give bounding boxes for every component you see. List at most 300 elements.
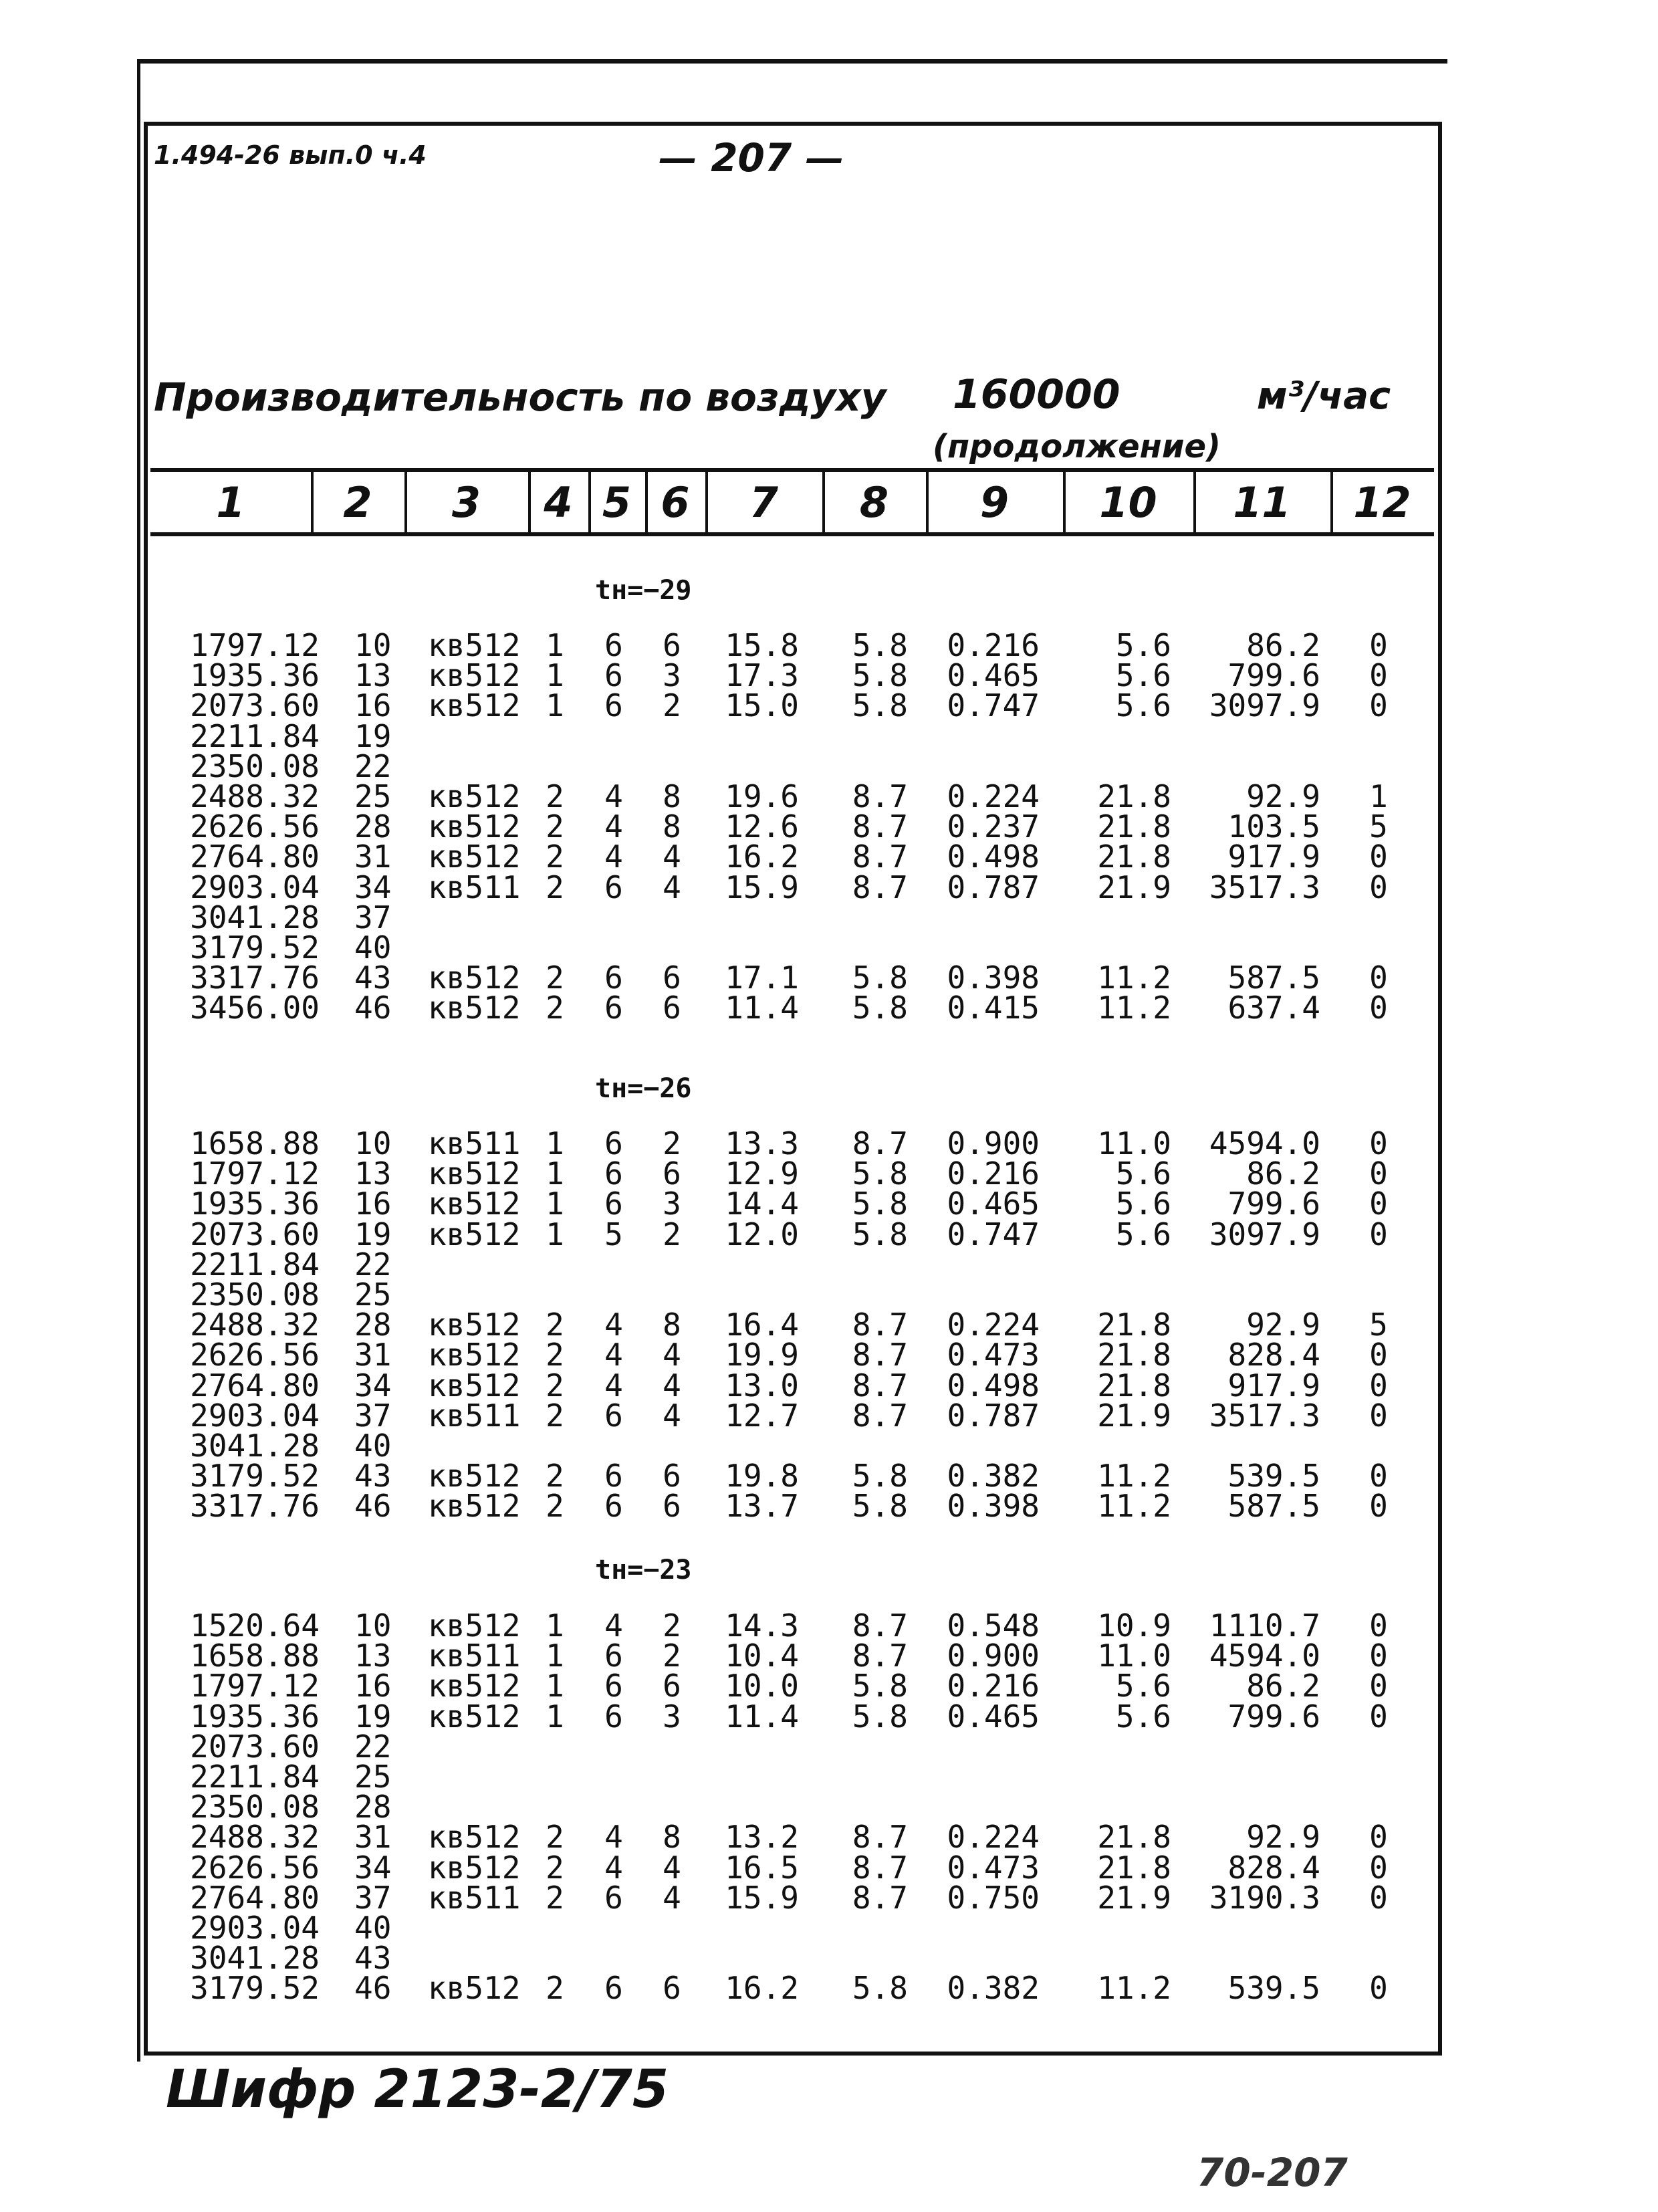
table-cell: 828.4 [1227,1337,1320,1373]
table-cell: 5.8 [852,960,908,996]
table-cell: 5.8 [852,627,908,663]
table-cell: кв511 [428,1638,521,1674]
table-cell: 10 [354,1608,392,1644]
table-cell: 15.9 [725,869,799,905]
table-cell: 0.224 [947,1819,1040,1856]
table-cell: 25 [354,1277,392,1313]
table-cell: 1935.36 [190,657,320,694]
table-cell: 16.5 [725,1849,799,1886]
header-divider [588,472,591,534]
table-cell: 1658.88 [190,1125,320,1162]
table-cell: 2350.08 [190,748,320,784]
table-cell: 6 [604,990,623,1026]
table-cell: кв512 [428,960,521,996]
table-cell: 5 [1369,808,1388,845]
table-cell: 1797.12 [190,1155,320,1192]
table-cell: 4 [604,1367,623,1404]
table-cell: кв512 [428,778,521,814]
table-cell: 21.8 [1097,1849,1171,1886]
table-cell: 799.6 [1227,657,1320,694]
group-label: tн=−23 [595,1555,692,1585]
header-divider [404,472,407,534]
archive-stamp: 70-207 [1197,2150,1348,2195]
document-reference: 1.494-26 вып.0 ч.4 [154,140,427,170]
table-cell: 2 [546,778,564,814]
table-cell: 6 [604,657,623,694]
table-cell: 92.9 [1246,1307,1320,1343]
table-cell: 6 [663,1488,681,1525]
table-cell: 0 [1369,627,1388,663]
table-cell: 31 [354,839,392,875]
table-cell: 5.6 [1115,687,1171,724]
table-cell: 0.498 [947,1367,1040,1404]
table-cell: 8.7 [852,1638,908,1674]
table-cell: кв512 [428,1458,521,1495]
table-cell: 22 [354,1728,392,1765]
table-cell: 6 [663,627,681,663]
table-cell: 2 [546,990,564,1026]
table-cell: 2 [546,839,564,875]
table-cell: 0.216 [947,1668,1040,1704]
table-cell: кв512 [428,1367,521,1404]
table-cell: 0.473 [947,1849,1040,1886]
table-cell: 4 [663,1879,681,1916]
page-number: — 207 — [659,135,844,181]
table-cell: 6 [604,1488,623,1525]
table-cell: 6 [604,1186,623,1222]
table-cell: 2 [546,1488,564,1525]
table-cell: 4 [663,1367,681,1404]
table-cell: 17.1 [725,960,799,996]
table-cell: 5.8 [852,1216,908,1252]
table-cell: 11.2 [1097,1458,1171,1495]
table-cell: 3517.3 [1209,1397,1320,1434]
table-cell: 28 [354,1789,392,1826]
table-cell: 21.8 [1097,839,1171,875]
table-cell: 5.8 [852,1668,908,1704]
table-cell: 11.2 [1097,1970,1171,2007]
table-cell: 3041.28 [190,1428,320,1464]
table-cell: 14.4 [725,1186,799,1222]
table-cell: 1110.7 [1209,1608,1320,1644]
table-cell: 8.7 [852,1879,908,1916]
table-cell: кв512 [428,1186,521,1222]
table-cell: 5.8 [852,1488,908,1525]
table-cell: 2 [546,808,564,845]
table-cell: 5.6 [1115,1186,1171,1222]
table-cell: 11.2 [1097,960,1171,996]
column-header-5: 5 [602,477,632,527]
table-cell: 0 [1369,839,1388,875]
table-cell: 3190.3 [1209,1879,1320,1916]
table-cell: 11.2 [1097,1488,1171,1525]
column-header-9: 9 [979,477,1010,527]
table-cell: 4 [663,869,681,905]
table-cell: 0.465 [947,1698,1040,1735]
table-cell: 0.398 [947,1488,1040,1525]
table-cell: 11.2 [1097,990,1171,1026]
table-cell: 587.5 [1227,1488,1320,1525]
table-cell: 2488.32 [190,1819,320,1856]
table-cell: 13 [354,1155,392,1192]
table-cell: 637.4 [1227,990,1320,1026]
table-cell: 6 [604,1458,623,1495]
table-cell: 1 [546,1186,564,1222]
table-cell: 21.8 [1097,778,1171,814]
table-cell: 0.216 [947,627,1040,663]
column-header-4: 4 [544,477,573,527]
table-cell: 539.5 [1227,1458,1320,1495]
header-divider [1330,472,1333,534]
table-cell: 6 [604,1397,623,1434]
table-cell: 799.6 [1227,1698,1320,1735]
table-cell: 1658.88 [190,1638,320,1674]
table-cell: 0.224 [947,778,1040,814]
table-cell: 19.8 [725,1458,799,1495]
table-cell: кв512 [428,1488,521,1525]
table-cell: кв512 [428,808,521,845]
table-cell: 21.8 [1097,1819,1171,1856]
table-cell: 3317.76 [190,960,320,996]
table-cell: кв512 [428,1307,521,1343]
table-cell: 2764.80 [190,839,320,875]
table-cell: 21.8 [1097,1307,1171,1343]
table-cell: 92.9 [1246,1819,1320,1856]
table-cell: 917.9 [1227,839,1320,875]
table-cell: 16.2 [725,1970,799,2007]
table-cell: кв511 [428,1125,521,1162]
table-cell: 0 [1369,990,1388,1026]
table-cell: 0 [1369,657,1388,694]
table-cell: 31 [354,1337,392,1373]
header-divider [311,472,314,534]
table-cell: 2 [546,1397,564,1434]
table-cell: 4 [604,808,623,845]
table-cell: кв512 [428,1216,521,1252]
table-cell: 21.9 [1097,1397,1171,1434]
table-cell: 2 [546,1819,564,1856]
table-cell: 3179.52 [190,1970,320,2007]
table-cell: 8.7 [852,1337,908,1373]
table-cell: 103.5 [1227,808,1320,845]
table-cell: 1 [546,1698,564,1735]
table-cell: 37 [354,899,392,935]
cipher-label: Шифр 2123-2/75 [166,2060,669,2120]
table-cell: 1935.36 [190,1698,320,1735]
table-cell: 21.8 [1097,1367,1171,1404]
table-cell: 2211.84 [190,1759,320,1795]
table-cell: кв512 [428,627,521,663]
table-cell: 13 [354,657,392,694]
table-cell: 799.6 [1227,1186,1320,1222]
table-cell: 5 [1369,1307,1388,1343]
table-cell: 8 [663,1819,681,1856]
table-cell: 4594.0 [1209,1638,1320,1674]
table-cell: 2 [546,869,564,905]
table-cell: 4594.0 [1209,1125,1320,1162]
table-cell: 2764.80 [190,1367,320,1404]
table-cell: 3097.9 [1209,687,1320,724]
table-cell: 0 [1369,869,1388,905]
table-cell: 2 [663,1638,681,1674]
table-cell: 46 [354,1488,392,1525]
table-cell: 2211.84 [190,1246,320,1283]
table-cell: 0 [1369,1367,1388,1404]
table-cell: 2903.04 [190,869,320,905]
table-cell: 1935.36 [190,1186,320,1222]
table-cell: 22 [354,748,392,784]
table-cell: кв512 [428,1849,521,1886]
table-cell: 0 [1369,1819,1388,1856]
table-cell: 5.6 [1115,627,1171,663]
table-cell: 4 [604,1849,623,1886]
table-cell: кв511 [428,1879,521,1916]
table-cell: 13.7 [725,1488,799,1525]
table-cell: 25 [354,1759,392,1795]
table-cell: 2 [546,1849,564,1886]
table-cell: 46 [354,1970,392,2007]
table-cell: 6 [604,1698,623,1735]
table-cell: 13.2 [725,1819,799,1856]
table-cell: 21.9 [1097,1879,1171,1916]
table-cell: 86.2 [1246,627,1320,663]
table-cell: 8.7 [852,1819,908,1856]
table-cell: 0 [1369,1608,1388,1644]
header-bottom-rule [150,532,1434,536]
table-cell: 828.4 [1227,1849,1320,1886]
table-cell: 22 [354,1246,392,1283]
table-cell: 2626.56 [190,1337,320,1373]
table-cell: 5.8 [852,990,908,1026]
table-cell: 3 [663,1186,681,1222]
table-cell: 0.747 [947,1216,1040,1252]
table-cell: 16 [354,1186,392,1222]
table-cell: 0 [1369,1125,1388,1162]
table-cell: 8.7 [852,1397,908,1434]
table-cell: кв512 [428,1970,521,2007]
table-cell: 4 [604,1307,623,1343]
table-cell: 10.0 [725,1668,799,1704]
table-cell: 8.7 [852,1125,908,1162]
table-cell: 8.7 [852,1849,908,1886]
table-cell: 8.7 [852,869,908,905]
table-cell: 10 [354,627,392,663]
table-cell: 1 [546,1638,564,1674]
table-header-row [150,472,1434,532]
table-cell: 0 [1369,1849,1388,1886]
table-cell: 1 [546,687,564,724]
table-cell: кв512 [428,990,521,1026]
table-cell: 0.900 [947,1125,1040,1162]
table-cell: 6 [604,1970,623,2007]
header-divider [822,472,825,534]
table-cell: 4 [663,1397,681,1434]
table-cell: 5.6 [1115,657,1171,694]
table-cell: 2073.60 [190,1728,320,1765]
table-cell: 6 [663,1970,681,2007]
table-cell: 43 [354,1940,392,1977]
table-cell: 86.2 [1246,1668,1320,1704]
table-cell: 11.0 [1097,1638,1171,1674]
table-cell: 0.415 [947,990,1040,1026]
table-cell: 31 [354,1819,392,1856]
table-cell: 0.465 [947,1186,1040,1222]
table-cell: 8 [663,1307,681,1343]
table-cell: 2 [546,1337,564,1373]
table-cell: 11.0 [1097,1125,1171,1162]
table-cell: 3179.52 [190,1458,320,1495]
table-cell: 4 [604,839,623,875]
column-header-8: 8 [859,477,889,527]
column-header-12: 12 [1353,477,1411,527]
table-cell: 0.787 [947,869,1040,905]
table-cell: 1 [546,1125,564,1162]
group-label: tн=−26 [595,1073,692,1104]
table-cell: 1797.12 [190,627,320,663]
table-cell: 40 [354,929,392,966]
table-cell: 25 [354,778,392,814]
table-cell: кв512 [428,1155,521,1192]
table-cell: 6 [604,869,623,905]
table-cell: 13.0 [725,1367,799,1404]
table-cell: 3517.3 [1209,869,1320,905]
table-cell: 6 [604,1155,623,1192]
table-cell: кв512 [428,839,521,875]
continuation-note: (продолжение) [933,428,1221,465]
table-cell: кв512 [428,1668,521,1704]
table-cell: 2350.08 [190,1789,320,1826]
table-cell: 6 [604,687,623,724]
table-cell: 6 [604,1638,623,1674]
table-cell: 0.747 [947,687,1040,724]
table-cell: 4 [604,778,623,814]
table-cell: 1 [546,1216,564,1252]
table-cell: 40 [354,1910,392,1946]
table-cell: 0 [1369,960,1388,996]
table-cell: 37 [354,1397,392,1434]
table-cell: 0.224 [947,1307,1040,1343]
table-cell: 0 [1369,1638,1388,1674]
table-cell: 3179.52 [190,929,320,966]
table-cell: 3 [663,1698,681,1735]
table-cell: 21.8 [1097,808,1171,845]
table-cell: 6 [604,960,623,996]
table-cell: кв512 [428,657,521,694]
table-cell: 0 [1369,1155,1388,1192]
table-cell: 1 [1369,778,1388,814]
table-cell: 2 [663,1608,681,1644]
table-cell: 2626.56 [190,808,320,845]
table-cell: 2073.60 [190,687,320,724]
table-cell: 16.2 [725,839,799,875]
table-cell: 0.237 [947,808,1040,845]
header-divider [1063,472,1066,534]
table-cell: 539.5 [1227,1970,1320,2007]
table-cell: 14.3 [725,1608,799,1644]
table-cell: 8 [663,808,681,845]
table-cell: 2073.60 [190,1216,320,1252]
table-cell: кв511 [428,1397,521,1434]
table-cell: 10 [354,1125,392,1162]
table-cell: 40 [354,1428,392,1464]
table-cell: 5.8 [852,1186,908,1222]
table-cell: 8.7 [852,808,908,845]
table-cell: 0 [1369,1970,1388,2007]
table-cell: 92.9 [1246,778,1320,814]
table-cell: 6 [604,1125,623,1162]
table-cell: 16 [354,687,392,724]
table-cell: 2211.84 [190,717,320,754]
table-cell: 0 [1369,1488,1388,1525]
table-cell: 6 [604,1668,623,1704]
table-cell: 1 [546,1668,564,1704]
table-cell: 2 [663,1216,681,1252]
table-cell: 2 [663,1125,681,1162]
table-cell: 2 [546,1970,564,2007]
column-header-11: 11 [1233,477,1291,527]
table-cell: 0 [1369,1879,1388,1916]
column-header-2: 2 [343,477,372,527]
table-cell: 46 [354,990,392,1026]
table-cell: 4 [604,1819,623,1856]
table-cell: 5.8 [852,1970,908,2007]
table-cell: 0.548 [947,1608,1040,1644]
table-cell: 0 [1369,1458,1388,1495]
table-cell: 19 [354,1216,392,1252]
table-cell: 12.6 [725,808,799,845]
table-cell: 1520.64 [190,1608,320,1644]
table-cell: 0 [1369,1216,1388,1252]
table-cell: 19 [354,717,392,754]
table-cell: 43 [354,960,392,996]
table-cell: кв512 [428,1819,521,1856]
table-cell: 5.6 [1115,1155,1171,1192]
table-cell: 8 [663,778,681,814]
column-header-3: 3 [451,477,481,527]
table-cell: 16 [354,1668,392,1704]
table-cell: 3317.76 [190,1488,320,1525]
table-cell: 8.7 [852,1367,908,1404]
table-cell: 0.398 [947,960,1040,996]
table-cell: 28 [354,1307,392,1343]
table-cell: 5 [604,1216,623,1252]
table-cell: 21.9 [1097,869,1171,905]
table-cell: 8.7 [852,1608,908,1644]
table-cell: 34 [354,869,392,905]
table-cell: 19.9 [725,1337,799,1373]
table-cell: 4 [663,839,681,875]
table-cell: 0.465 [947,657,1040,694]
table-cell: 34 [354,1367,392,1404]
table-cell: 0 [1369,687,1388,724]
table-cell: 8.7 [852,778,908,814]
table-cell: 8.7 [852,1307,908,1343]
table-cell: 13.3 [725,1125,799,1162]
header-divider [645,472,648,534]
table-cell: 4 [663,1849,681,1886]
table-cell: 21.8 [1097,1337,1171,1373]
table-cell: 12.0 [725,1216,799,1252]
table-cell: 0.787 [947,1397,1040,1434]
table-cell: 2 [546,1367,564,1404]
table-cell: 3 [663,657,681,694]
table-cell: 6 [663,990,681,1026]
table-cell: 1797.12 [190,1668,320,1704]
table-cell: кв512 [428,1608,521,1644]
column-header-10: 10 [1099,477,1157,527]
table-cell: 2903.04 [190,1397,320,1434]
table-cell: 5.8 [852,687,908,724]
